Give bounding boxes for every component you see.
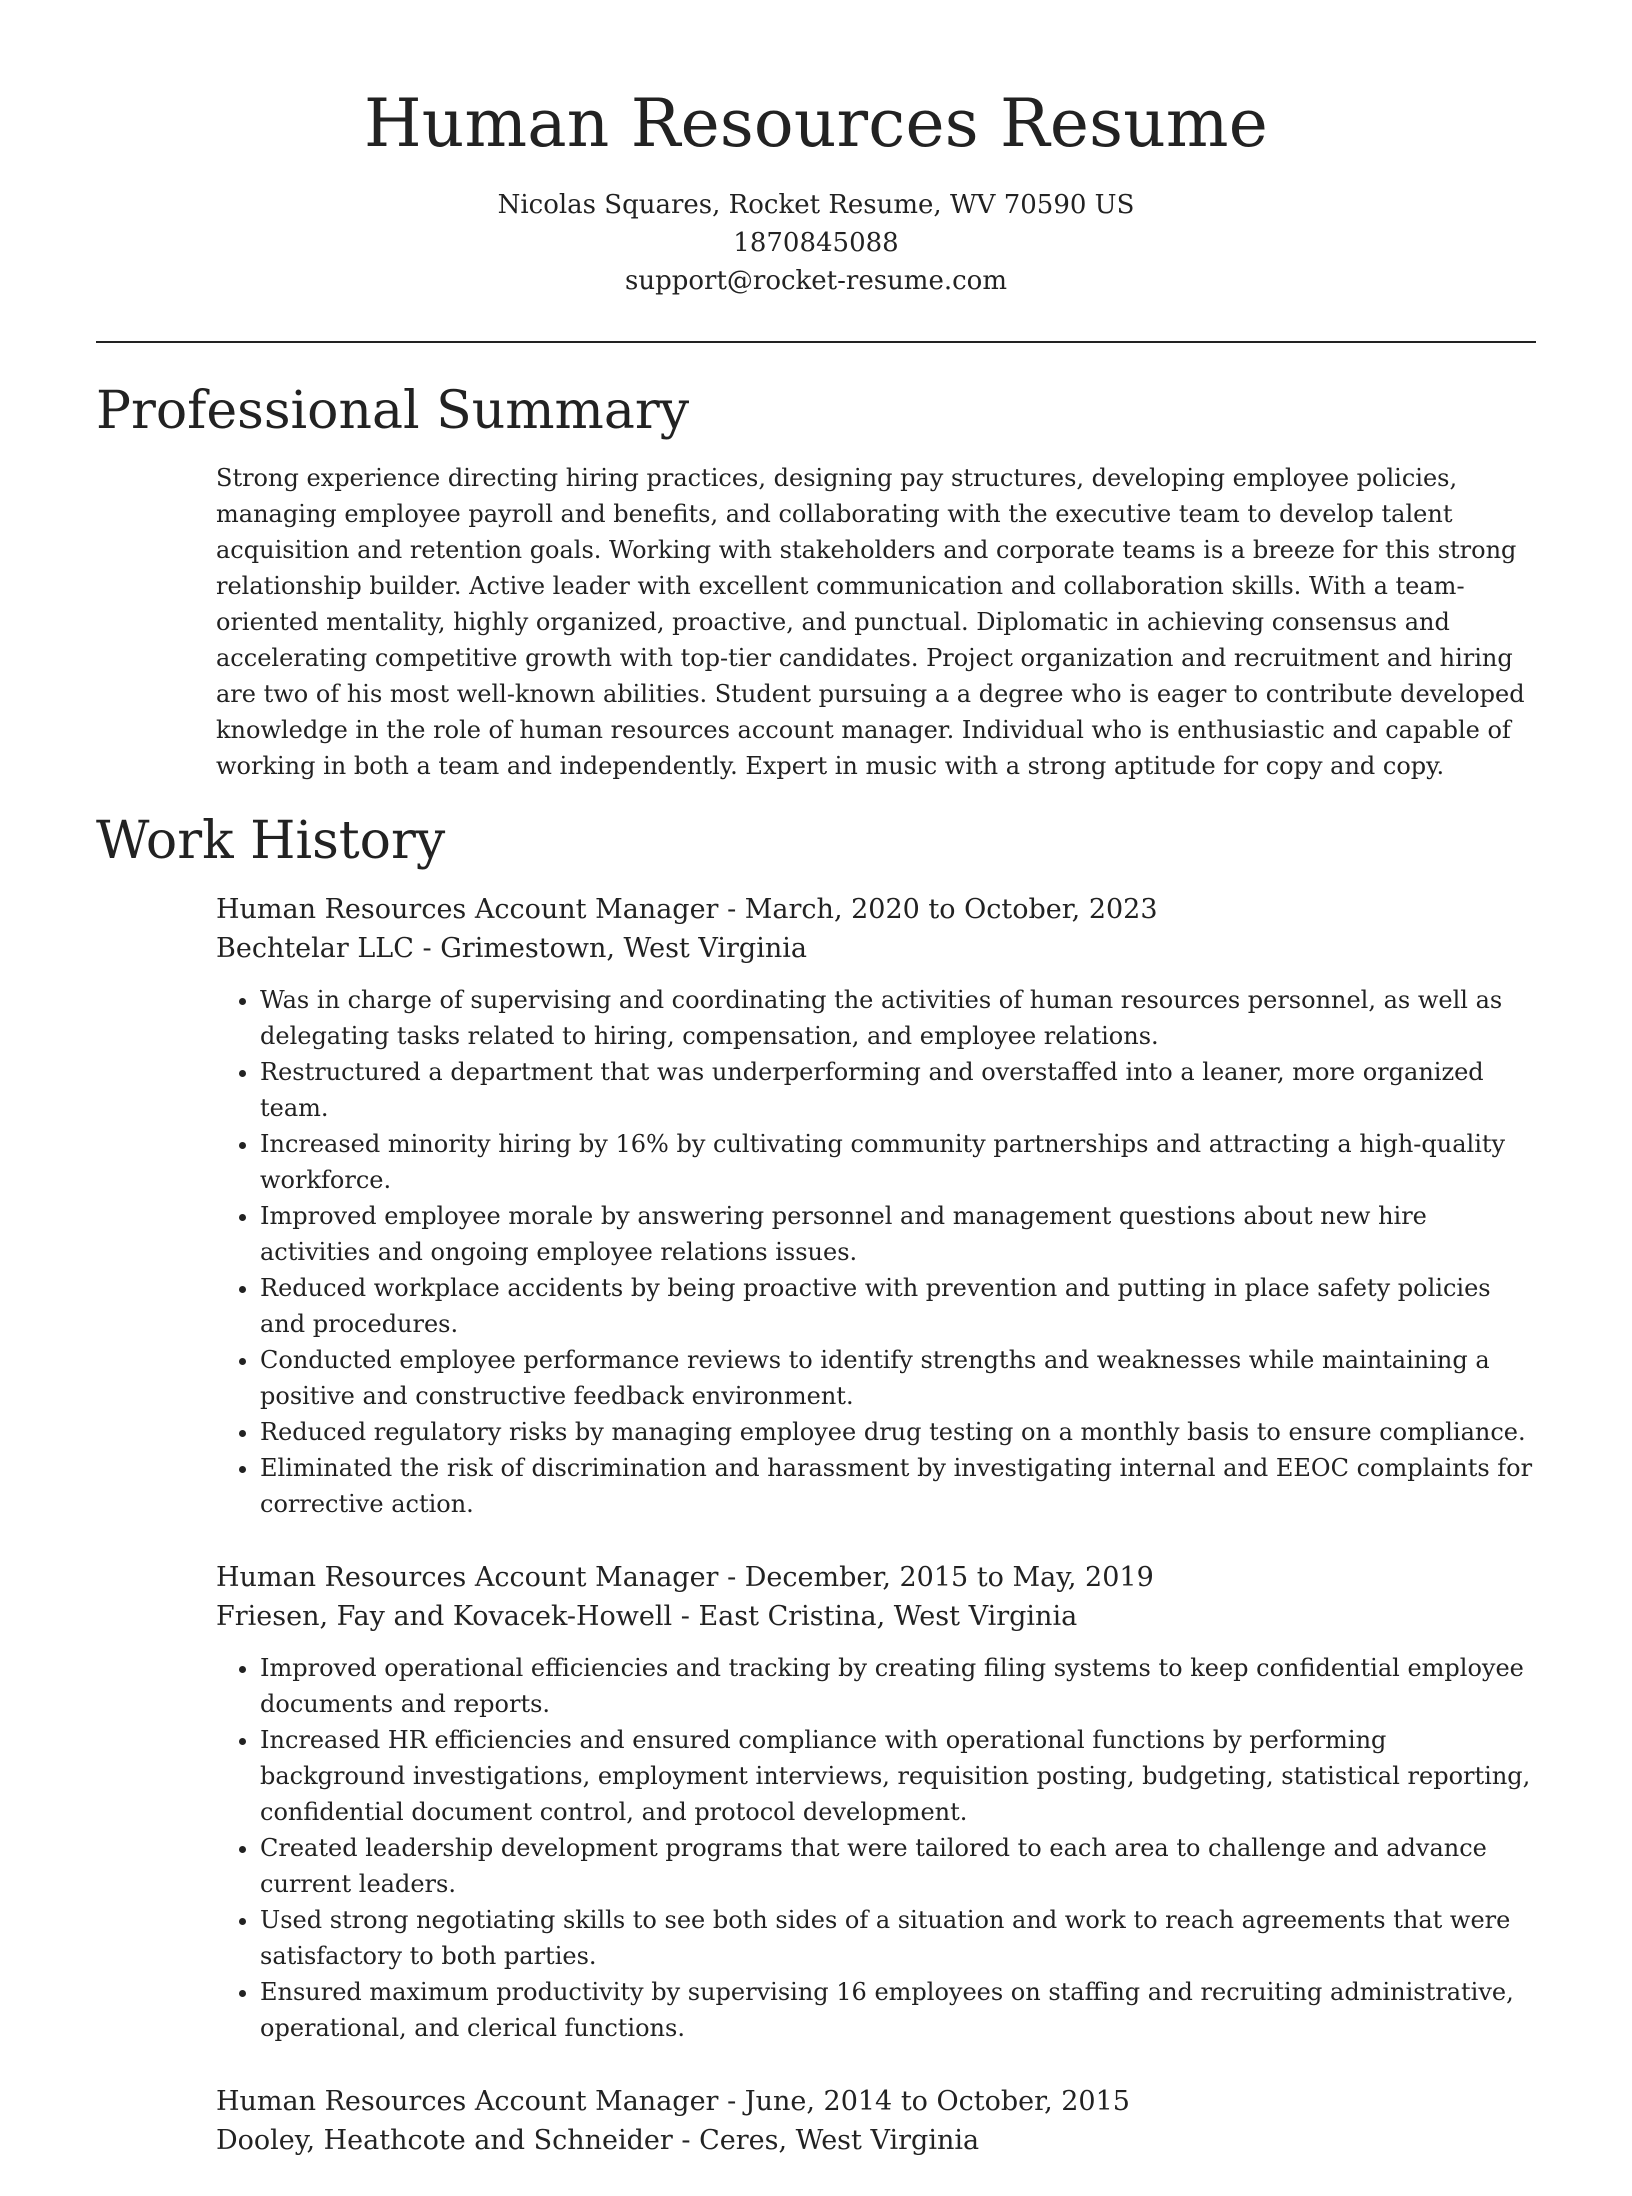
job-role: Human Resources Account Manager — [216, 2086, 719, 2117]
job-dates: December, 2015 to May, 2019 — [744, 1562, 1154, 1593]
job-title-line — [216, 2082, 1536, 2121]
job-separator: - — [727, 894, 745, 925]
job-company-line — [216, 929, 1536, 968]
job-list — [216, 890, 1536, 2196]
work-history-heading: Work History — [96, 811, 446, 871]
job-bullet: • Ensured maximum productivity by supervising 16 employees on staffing and recruiting administrative, operational, and clerical functions. — [260, 1974, 1536, 2046]
job-company: Friesen, Fay and Kovacek-Howell — [216, 1601, 673, 1632]
job-bullet: • Increased minority hiring by 16% by cultivating community partnerships and attracting a high-quality workforce. — [260, 1126, 1536, 1198]
job-location: East Cristina, West Virginia — [698, 1601, 1078, 1632]
job-role: Human Resources Account Manager — [216, 1562, 719, 1593]
job-dates: June, 2014 to October, 2015 — [744, 2086, 1130, 2117]
resume-header — [0, 0, 1632, 300]
job-bullet: • Increased HR efficiencies and ensured compliance with operational functions by performing background investigations, employment interviews, requisition posting, budgeting, statistical reporting, confidential document control, and protocol development. — [260, 1722, 1536, 1830]
job-bullet: • Improved operational efficiencies and tracking by creating filing systems to keep confidential employee documents and reports. — [260, 1650, 1536, 1722]
job-company: Bechtelar LLC — [216, 933, 414, 964]
job-bullets — [216, 1650, 1536, 2046]
contact-block — [0, 186, 1632, 300]
job-bullet: • Conducted employee performance reviews to identify strengths and weaknesses while maintaining a positive and constructive feedback environment. — [260, 1342, 1536, 1414]
job-separator: - — [422, 933, 441, 964]
job-entry — [216, 2082, 1536, 2160]
job-separator: - — [681, 2125, 700, 2156]
contact-phone: 1870845088 — [733, 227, 899, 258]
job-bullet: • Eliminated the risk of discrimination and harassment by investigating internal and EEOC complaints for corrective action. — [260, 1450, 1536, 1522]
summary-heading: Professional Summary — [96, 381, 690, 441]
job-separator: - — [680, 1601, 699, 1632]
job-company: Dooley, Heathcote and Schneider — [216, 2125, 673, 2156]
job-title-line — [216, 890, 1536, 929]
job-company-line — [216, 1597, 1536, 1636]
job-separator: - — [727, 1562, 745, 1593]
summary-text: Strong experience directing hiring practices, designing pay structures, developing employee policies, managing employee payroll and benefits, and collaborating with the executive team to develop talent acquisition and retention goals. Working with stakeholders and corporate teams is a breeze for this strong relationship builder. Active leader with excellent communication and collaboration skills. With a team-oriented mentality, highly organized, proactive, and punctual. Diplomatic in achieving consensus and accelerating competitive growth with top-tier candidates. Project organization and recruitment and hiring are two of his most well-known abilities. Student pursuing a a degree who is eager to contribute developed knowledge in the role of human resources account manager. Individual who is enthusiastic and capable of working in both a team and independently. Expert in music with a strong aptitude for copy and copy. — [216, 464, 1525, 780]
job-location: Grimestown, West Virginia — [440, 933, 807, 964]
job-bullet: • Restructured a department that was underperforming and overstaffed into a leaner, more organized team. — [260, 1054, 1536, 1126]
contact-email: support@rocket-resume.com — [624, 265, 1007, 296]
header-divider — [96, 341, 1536, 343]
job-dates: March, 2020 to October, 2023 — [744, 894, 1158, 925]
job-bullet: • Was in charge of supervising and coordinating the activities of human resources personnel, as well as delegating tasks related to hiring, compensation, and employee relations. — [260, 982, 1536, 1054]
job-role: Human Resources Account Manager — [216, 894, 719, 925]
job-bullet: • Improved employee morale by answering personnel and management questions about new hire activities and ongoing employee relations issues. — [260, 1198, 1536, 1270]
job-entry — [216, 1558, 1536, 2046]
job-company-line — [216, 2121, 1536, 2160]
job-bullet: • Reduced workplace accidents by being proactive with prevention and putting in place safety policies and procedures. — [260, 1270, 1536, 1342]
job-bullet: • Used strong negotiating skills to see both sides of a situation and work to reach agreements that were satisfactory to both parties. — [260, 1902, 1536, 1974]
contact-address: Nicolas Squares, Rocket Resume, WV 70590 US — [497, 189, 1135, 220]
job-bullet: • Reduced regulatory risks by managing employee drug testing on a monthly basis to ensure compliance. — [260, 1414, 1536, 1450]
job-title-line — [216, 1558, 1536, 1597]
job-entry — [216, 890, 1536, 1522]
job-bullets — [216, 982, 1536, 1522]
job-separator: - — [727, 2086, 745, 2117]
job-bullet: • Created leadership development programs that were tailored to each area to challenge and advance current leaders. — [260, 1830, 1536, 1902]
job-location: Ceres, West Virginia — [699, 2125, 980, 2156]
resume-title: Human Resources Resume — [364, 85, 1268, 162]
